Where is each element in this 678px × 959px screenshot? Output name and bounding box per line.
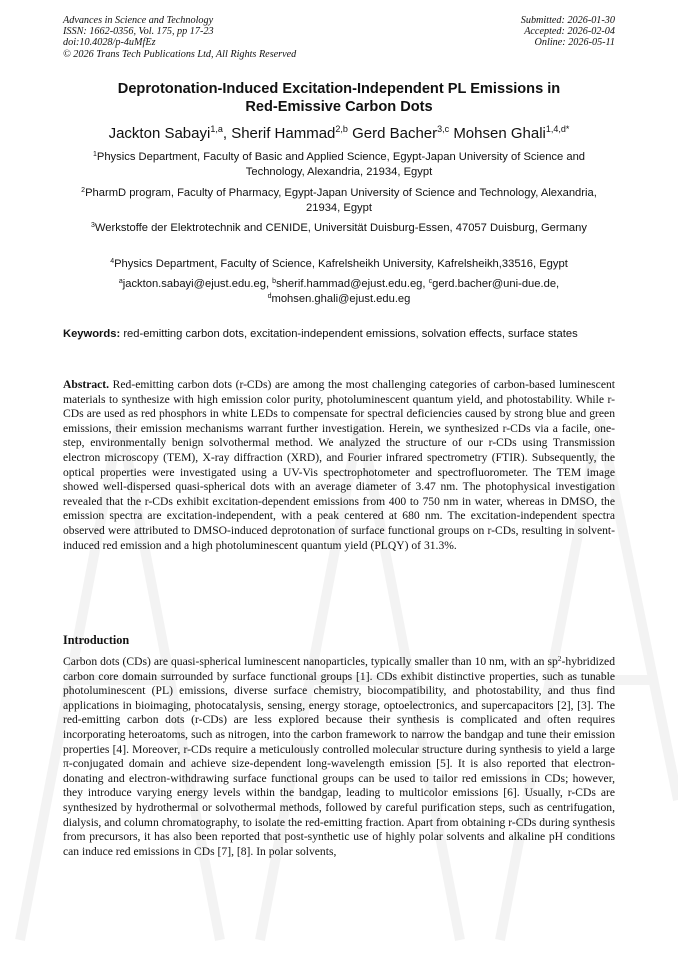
journal-name: Advances in Science and Technology bbox=[63, 15, 214, 26]
email-sep: , bbox=[422, 278, 429, 290]
email-address: gerd.bacher@uni-due.de bbox=[432, 278, 557, 290]
affiliation bbox=[70, 186, 608, 216]
copyright-notice: © 2026 Trans Tech Publications Ltd, All Rights Reserved bbox=[63, 48, 297, 60]
email-sup: d bbox=[267, 293, 272, 301]
affiliation-text: Werkstoffe der Elektrotechnik and CENIDE, Universität Duisburg-Essen, 47057 Duisburg, Germany bbox=[94, 222, 587, 234]
email-sup: a bbox=[118, 278, 123, 285]
journal-header-left bbox=[63, 15, 296, 60]
author-name: Sherif Hammad bbox=[231, 125, 336, 142]
affiliation-sup: 1 bbox=[92, 151, 97, 158]
introduction-body bbox=[63, 655, 615, 859]
keywords-label: Keywords: bbox=[63, 328, 121, 340]
affiliation bbox=[70, 150, 608, 180]
author-name: Mohsen Ghali bbox=[453, 125, 546, 142]
title-line-2: Red-Emissive Carbon Dots bbox=[245, 99, 433, 115]
affiliation-text: PharmD program, Faculty of Pharmacy, Egypt-Japan University of Science and Technology, Alexandria, 21934, Egypt bbox=[85, 187, 597, 215]
keywords bbox=[63, 327, 615, 342]
doi: doi:10.4028/p-4uMfEz bbox=[63, 37, 156, 49]
author-name: Jackton Sabayi bbox=[108, 125, 211, 142]
issn-volume: ISSN: 1662-0356, Vol. 175, pp 17-23 bbox=[63, 26, 214, 38]
title-line-1: Deprotonation-Induced Excitation-Independent PL Emissions in bbox=[117, 81, 561, 97]
affiliation-text: Physics Department, Faculty of Basic and Applied Science, Egypt-Japan University of Science and Technology, Alexandria, 21934, Egypt bbox=[96, 151, 586, 179]
section-heading-introduction: Introduction bbox=[63, 633, 130, 647]
email-list bbox=[70, 277, 608, 307]
abstract bbox=[63, 378, 615, 553]
keywords-text: red-emitting carbon dots, excitation-independent emissions, solvation effects, surface states bbox=[123, 328, 578, 340]
abstract-text: Red-emitting carbon dots (r-CDs) are among the most challenging categories of carbon-based luminescent materials to synthesize with high emission color purity, photoluminescent quantum yield, and photostability. While r-CDs are used as red phosphors in white LEDs to compensate for spectral deficiencies caused by strong blue and green emissions, their emission mechanisms warrant further investigation. Herein, we synthesized r-CDs via a facile, one-step, environmentally benign solvothermal method. We analyzed the structure of our r-CDs using Transmission electron microscopy (TEM), X-ray diffraction (XRD), and Fourier infrared spectrometry (FTIR). Subsequently, the optical properties were investigated using a UV-Vis spectrophotometer and spectrofluorometer. The TEM image showed well-dispersed quasi-spherical dots with an average diameter of 3.47 nm. The photophysical investigation revealed that the r-CDs exhibit excitation-dependent emissions from 400 to 750 nm in water, whereas in DMSO, the emission spectra are excitation-independent, with a peak centered at 680 nm. The excitation-independent spectra observed were attributed to DMSO-induced deprotonation of surface functional groups on r-CDs, resulting in solvent-induced red emission and a high photoluminescent quantum yield (PLQY) of 31.3%. bbox=[63, 378, 615, 552]
author-sup: 2,b bbox=[335, 124, 348, 134]
affiliation-sup: 4 bbox=[110, 258, 115, 265]
abstract-label: Abstract. bbox=[63, 378, 110, 391]
affiliation-text: Physics Department, Faculty of Science, Kafrelsheikh University, Kafrelsheikh,33516, Egypt bbox=[114, 258, 568, 270]
affiliation bbox=[70, 221, 608, 236]
intro-text-part-1: Carbon dots (CDs) are quasi-spherical luminescent nanoparticles, typically smaller than 10 nm, with an sp bbox=[63, 655, 558, 668]
author-list bbox=[40, 124, 638, 143]
email-address: mohsen.ghali@ejust.edu.eg bbox=[271, 293, 411, 306]
online-date: Online: 2026-05-11 bbox=[534, 37, 615, 49]
author-name: Gerd Bacher bbox=[352, 125, 438, 142]
author-sup: 1,a bbox=[210, 124, 223, 134]
email-sup: c bbox=[428, 278, 433, 285]
email-address: jackton.sabayi@ejust.edu.eg bbox=[122, 278, 266, 290]
author-sup: 1,4,d* bbox=[545, 124, 570, 134]
paper-title bbox=[70, 80, 608, 116]
affiliation bbox=[70, 257, 608, 272]
submitted-date: Submitted: 2026-01-30 bbox=[520, 15, 615, 26]
accepted-date: Accepted: 2026-02-04 bbox=[524, 26, 615, 38]
author-sep: , bbox=[222, 125, 232, 142]
intro-text-part-2: -hybridized carbon core domain surrounded by surface functional groups [1]. CDs exhibit distinctive properties, such as tunable photoluminescent (PL) emissions, diverse surface chemistry, biocompatibility, and photostability, and thus find applications in bioimaging, photocatalysis, sensing, energy storage, optoelectronics, and supercapacitors [2], [3]. The red-emitting carbon dots (r-CDs) are less explored because their synthesis is complicated and often requires incorporating heteroatoms, such as nitrogen, into the carbon framework to narrow the bandgap and tune their emission properties [4]. Moreover, r-CDs require a meticulously controlled molecular structure during synthesis to yield a large π-conjugated domain and achieve size-dependent long-wavelength emission [5]. It is also reported that electron-donating and electron-withdrawing surface functional groups can be used to tailor red emissions in CDs; however, they introduce varying energy levels within the bandgap, leading to multicolor emissions [6]. Usually, r-CDs are synthesized by hydrothermal or solvothermal methods, followed by careful purification steps, such as centrifugation, dialysis, and column chromatography, to isolate the red-emitting fraction. Apart from obtaining r-CDs during synthesis from precursors, it has also been reported that post-synthetic use of highly polar solvents and alkaline pH conditions can induce red emissions in CDs [7], [8]. In polar solvents, bbox=[63, 655, 615, 858]
affiliation-sup: 3 bbox=[91, 222, 95, 229]
email-sup: b bbox=[272, 278, 277, 285]
affiliation-sup: 2 bbox=[81, 187, 86, 194]
author-sup: 3,c bbox=[437, 124, 450, 134]
email-address: sherif.hammad@ejust.edu.eg bbox=[276, 278, 423, 290]
email-sep: , bbox=[556, 278, 560, 290]
email-sep: , bbox=[265, 278, 273, 290]
journal-header-right bbox=[521, 15, 615, 49]
intro-superscript: 2 bbox=[557, 654, 562, 663]
